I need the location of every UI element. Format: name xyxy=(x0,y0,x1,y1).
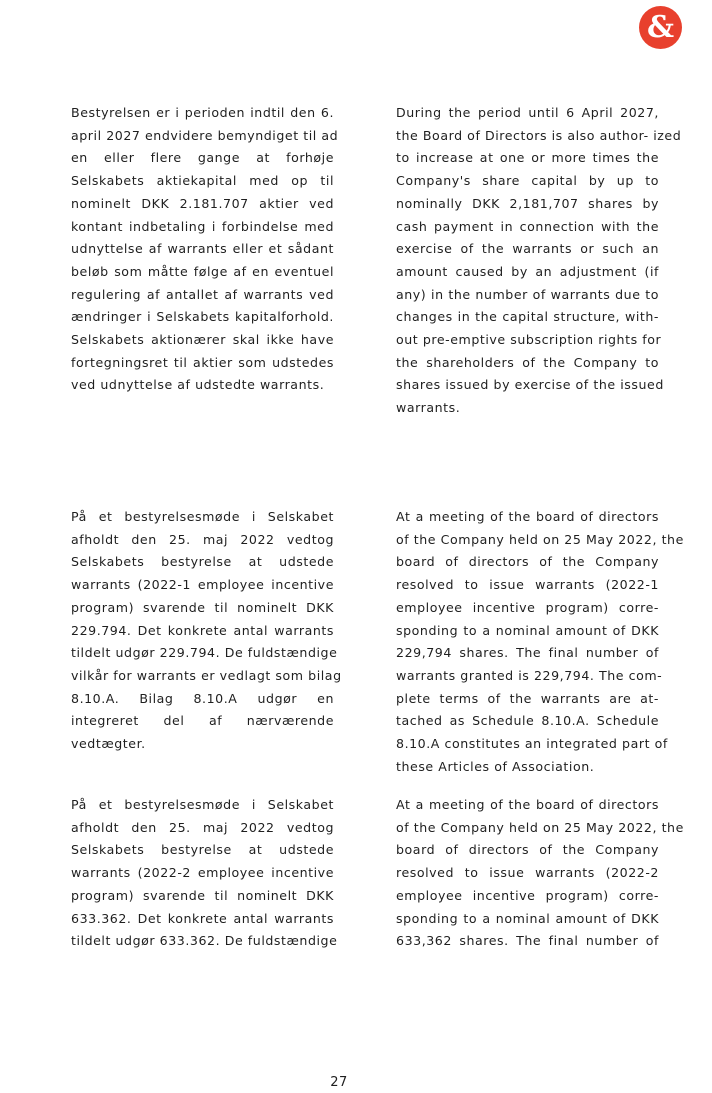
ampersand-logo-icon: & xyxy=(646,9,675,45)
text-line: resolved to issue warrants (2022-2 xyxy=(396,865,659,881)
text-line: Selskabets aktiekapital med op til xyxy=(71,173,334,189)
text-line: På et bestyrelsesmøde i Selskabet xyxy=(71,509,334,524)
text-line: en eller flere gange at forhøje xyxy=(71,150,334,166)
text-line: out pre-emptive subscription rights for xyxy=(396,332,662,348)
text-line: Selskabets aktionærer skal ikke have xyxy=(71,332,334,348)
text-line: to increase at one or more times the xyxy=(396,150,659,166)
text-line: Bestyrelsen er i perioden indtil den 6. xyxy=(71,105,334,120)
text-line: resolved to issue warrants (2022-1 xyxy=(396,577,659,593)
text-line: changes in the capital structure, with- xyxy=(396,309,659,325)
text-line: employee incentive program) corre- xyxy=(396,599,659,615)
section-2-danish xyxy=(71,506,342,756)
text-line: exercise of the warrants or such an xyxy=(396,241,659,257)
text-line: fortegningsret til aktier som udstedes xyxy=(71,354,334,370)
section-1-danish xyxy=(71,102,339,397)
text-line: warrants (2022-2 employee incentive xyxy=(71,865,334,881)
text-line: ved udnyttelse af udstedte warrants. xyxy=(71,377,325,393)
text-line: beløb som måtte følge af en eventuel xyxy=(71,263,334,279)
text-line: vedtægter. xyxy=(71,736,146,752)
text-line: these Articles of Association. xyxy=(396,758,595,774)
text-line: 229.794. Det konkrete antal warrants xyxy=(71,622,334,638)
text-line: sponding to a nominal amount of DKK xyxy=(396,910,659,926)
text-line: tached as Schedule 8.10.A. Schedule xyxy=(396,713,659,729)
text-line: board of directors of the Company xyxy=(396,842,659,858)
text-line: tildelt udgør 633.362. De fuldstændige xyxy=(71,933,338,949)
text-line: shares issued by exercise of the issued xyxy=(396,377,664,393)
section-3-english xyxy=(396,794,684,953)
text-line: regulering af antallet af warrants ved xyxy=(71,286,334,302)
text-line: 633,362 shares. The final number of xyxy=(396,933,659,949)
text-line: plete terms of the warrants are at- xyxy=(396,690,659,706)
text-line: afholdt den 25. maj 2022 vedtog xyxy=(71,531,334,547)
section-1-english xyxy=(396,102,682,420)
text-line: nominelt DKK 2.181.707 aktier ved xyxy=(71,195,334,211)
text-line: of the Company held on 25 May 2022, the xyxy=(396,819,684,835)
text-line: warrants. xyxy=(396,400,461,416)
text-line: amount caused by an adjustment (if xyxy=(396,263,659,279)
text-line: program) svarende til nominelt DKK xyxy=(71,599,334,615)
text-line: At a meeting of the board of directors xyxy=(396,509,659,524)
text-line: any) in the number of warrants due to xyxy=(396,286,659,302)
text-line: ændringer i Selskabets kapitalforhold. xyxy=(71,309,334,325)
company-logo xyxy=(639,6,682,49)
text-line: warrants (2022-1 employee incentive xyxy=(71,577,334,593)
text-line: nominally DKK 2,181,707 shares by xyxy=(396,195,659,211)
text-line: vilkår for warrants er vedlagt som bilag xyxy=(71,667,342,683)
text-line: Selskabets bestyrelse at udstede xyxy=(71,842,334,858)
text-line: tildelt udgør 229.794. De fuldstændige xyxy=(71,645,338,661)
section-3-danish xyxy=(71,794,338,953)
text-line: employee incentive program) corre- xyxy=(396,887,659,903)
text-line: cash payment in connection with the xyxy=(396,218,659,234)
text-line: During the period until 6 April 2027, xyxy=(396,105,659,120)
page-number: 27 xyxy=(330,1075,348,1090)
text-line: Company's share capital by up to xyxy=(396,173,659,189)
text-line: 633.362. Det konkrete antal warrants xyxy=(71,910,334,926)
text-line: warrants granted is 229,794. The com- xyxy=(396,667,663,683)
text-line: integreret del af nærværende xyxy=(71,713,334,729)
text-line: sponding to a nominal amount of DKK xyxy=(396,622,659,638)
text-line: of the Company held on 25 May 2022, the xyxy=(396,531,684,547)
text-line: afholdt den 25. maj 2022 vedtog xyxy=(71,819,334,835)
text-line: kontant indbetaling i forbindelse med xyxy=(71,218,334,234)
text-line: 229,794 shares. The final number of xyxy=(396,645,659,661)
text-line: Selskabets bestyrelse at udstede xyxy=(71,554,334,570)
text-line: udnyttelse af warrants eller et sådant xyxy=(71,241,334,257)
text-line: På et bestyrelsesmøde i Selskabet xyxy=(71,797,334,812)
text-line: 8.10.A constitutes an integrated part of xyxy=(396,736,668,752)
text-line: At a meeting of the board of directors xyxy=(396,797,659,812)
text-line: the Board of Directors is also author- ized xyxy=(396,127,682,143)
text-line: april 2027 endvidere bemyndiget til ad xyxy=(71,127,339,143)
text-line: board of directors of the Company xyxy=(396,554,659,570)
section-2-english xyxy=(396,506,684,778)
text-line: the shareholders of the Company to xyxy=(396,354,659,370)
text-line: program) svarende til nominelt DKK xyxy=(71,887,334,903)
text-line: 8.10.A. Bilag 8.10.A udgør en xyxy=(71,690,334,706)
